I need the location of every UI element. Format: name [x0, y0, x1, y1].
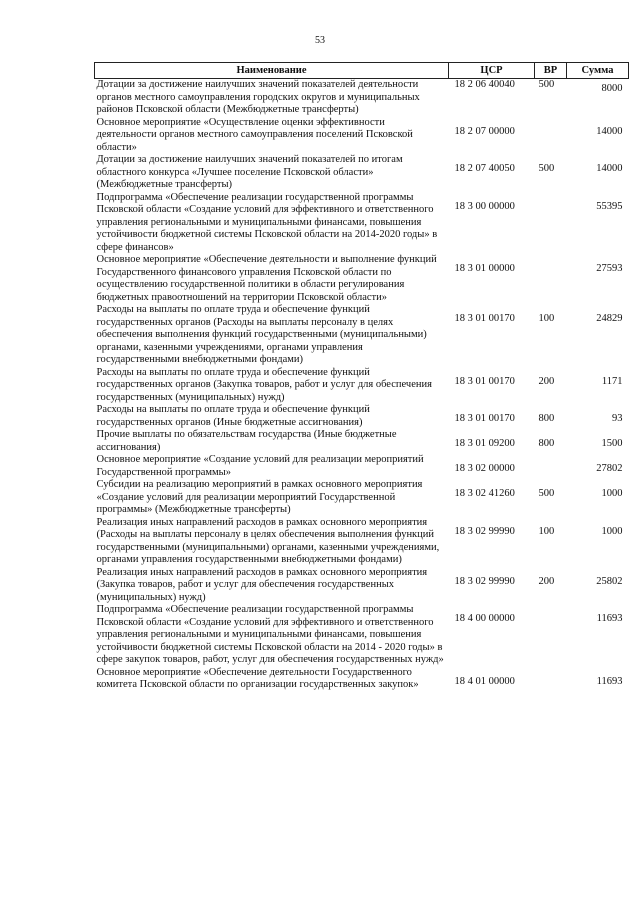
row-vr: 200 [538, 375, 555, 387]
row-sum: 27593 [596, 263, 623, 274]
row-vr: 100 [538, 525, 555, 537]
row-sum: 27802 [596, 463, 623, 474]
table-row [95, 404, 629, 429]
row-sum: 8000 [601, 83, 623, 94]
row-name: Расходы на выплаты по оплате труда и обеспечение функций государственных органов (Иные бюджетные ассигнования) [96, 404, 370, 428]
budget-table [94, 62, 629, 692]
row-sum: 14000 [596, 163, 623, 174]
table-row [95, 117, 629, 155]
row-csr: 18 3 01 00170 [454, 375, 515, 387]
row-sum: 11693 [596, 613, 623, 624]
row-csr: 18 3 00 00000 [454, 200, 515, 212]
row-sum: 24829 [596, 313, 623, 324]
row-csr: 18 2 07 40050 [454, 163, 515, 174]
row-name: Прочие выплаты по обязательствам государства (Иные бюджетные ассигнования) [96, 429, 397, 453]
table-row [95, 454, 629, 479]
row-name: Дотации за достижение наилучших значений показателей по итогам областного конкурса «Лучшее поселение Псковской области» (Межбюджетные трансферты) [96, 154, 403, 190]
row-csr: 18 3 02 00000 [454, 463, 515, 474]
row-vr [535, 117, 567, 155]
table-row [95, 192, 629, 255]
row-sum: 14000 [596, 125, 623, 137]
row-name: Основное мероприятие «Обеспечение деятельности Государственного комитета Псковской области по организации государственных закупок» [96, 666, 419, 690]
row-sum: 11693 [596, 675, 623, 687]
table-header-row [95, 63, 629, 79]
table-row [95, 254, 629, 304]
row-name: Дотации за достижение наилучших значений показателей деятельности органов местного самоуправления городских округов и муниципальных районов Псковской области (Межбюджетные трансферты) [96, 79, 420, 115]
row-name: Подпрограмма «Обеспечение реализации государственной программы Псковской области «Создание условий для эффективного и ответственного управления региональными и муниципальными финансами, повышения устойчивости бюджетной системы Псковской области на 2014-2020 годы» в сфере финансов» [96, 191, 438, 253]
row-name: Основное мероприятие «Обеспечение деятельности и выполнение функций Государственного финансового управления Псковской области по осуществлению государственной политики в области регулирования бюджетных правоотношений на территории Псковской области» [96, 254, 437, 303]
table-row [95, 479, 629, 517]
row-vr [535, 454, 567, 479]
row-sum: 93 [612, 413, 623, 424]
table-row [95, 79, 629, 117]
header-vr: ВР [535, 63, 567, 79]
row-name: Реализация иных направлений расходов в рамках основного мероприятия (Закупка товаров, работ и услуг для обеспечения государственных (муниципальных) нужд) [96, 566, 428, 603]
row-name: Реализация иных направлений расходов в рамках основного мероприятия (Расходы на выплаты персоналу в целях обеспечения выполнения функций государственными (муниципальными) органами, казенными учреждениями, органами управления государственными внебюджетными фондами) [96, 516, 440, 565]
header-sum: Сумма [567, 63, 629, 79]
row-csr: 18 4 01 00000 [454, 675, 515, 687]
row-csr: 18 2 06 40040 [454, 79, 515, 90]
row-name: Субсидии на реализацию мероприятий в рамках основного мероприятия «Создание условий для реализации мероприятий Государственной программы» (Межбюджетные трансферты) [96, 479, 423, 515]
row-sum: 1171 [601, 375, 623, 387]
table-row [95, 567, 629, 605]
row-name: Основное мероприятие «Создание условий для реализации мероприятий Государственной программы» [96, 454, 424, 478]
row-vr: 800 [538, 438, 555, 449]
row-vr: 200 [538, 575, 555, 587]
row-sum: 55395 [596, 200, 623, 212]
row-sum: 1500 [601, 438, 623, 449]
row-vr [535, 667, 567, 692]
header-csr: ЦСР [449, 63, 535, 79]
row-csr: 18 3 02 41260 [454, 488, 515, 499]
row-name: Расходы на выплаты по оплате труда и обеспечение функций государственных органов (Расходы на выплаты персоналу в целях обеспечения выполнения функций государственными (муниципальными) органами, казенными учреждениями, органами управления государственными внебюджетными фондами) [96, 304, 427, 365]
row-vr: 500 [538, 79, 555, 90]
row-vr: 100 [538, 313, 555, 324]
row-csr: 18 3 01 00170 [454, 413, 515, 424]
row-vr: 500 [538, 488, 555, 499]
row-sum: 1000 [601, 525, 623, 537]
row-vr [535, 604, 567, 667]
table-row [95, 304, 629, 367]
row-name: Расходы на выплаты по оплате труда и обеспечение функций государственных органов (Закупка товаров, работ и услуг для обеспечения государственных (муниципальных) нужд) [96, 366, 432, 403]
row-sum: 25802 [596, 575, 623, 587]
row-csr: 18 4 00 00000 [454, 613, 515, 624]
row-vr: 800 [538, 413, 555, 424]
row-vr [535, 192, 567, 255]
row-vr [535, 254, 567, 304]
row-csr: 18 3 02 99990 [454, 525, 515, 537]
row-sum: 1000 [601, 488, 623, 499]
table-row [95, 604, 629, 667]
table-row [95, 367, 629, 405]
row-csr: 18 2 07 00000 [454, 125, 515, 137]
table-row [95, 154, 629, 192]
row-csr: 18 3 02 99990 [454, 575, 515, 587]
row-csr: 18 3 01 00170 [454, 313, 515, 324]
row-name: Подпрограмма «Обеспечение реализации государственной программы Псковской области «Создание условий для эффективного и ответственного управления региональными и муниципальными финансами, повышения устойчивости бюджетной системы Псковской области на 2014 - 2020 годы» в сфере закупок товаров, работ, услуг для обеспечения государственных нужд» [96, 604, 444, 665]
row-vr: 500 [538, 163, 555, 174]
table-row [95, 517, 629, 567]
table-row [95, 667, 629, 692]
row-csr: 18 3 01 09200 [454, 438, 515, 449]
table-row [95, 429, 629, 454]
header-name: Наименование [95, 63, 449, 79]
row-csr: 18 3 01 00000 [454, 263, 515, 274]
page-number: 53 [315, 35, 325, 46]
row-name: Основное мероприятие «Осуществление оценки эффективности деятельности органов местного самоуправления поселений Псковской области» [96, 116, 413, 153]
